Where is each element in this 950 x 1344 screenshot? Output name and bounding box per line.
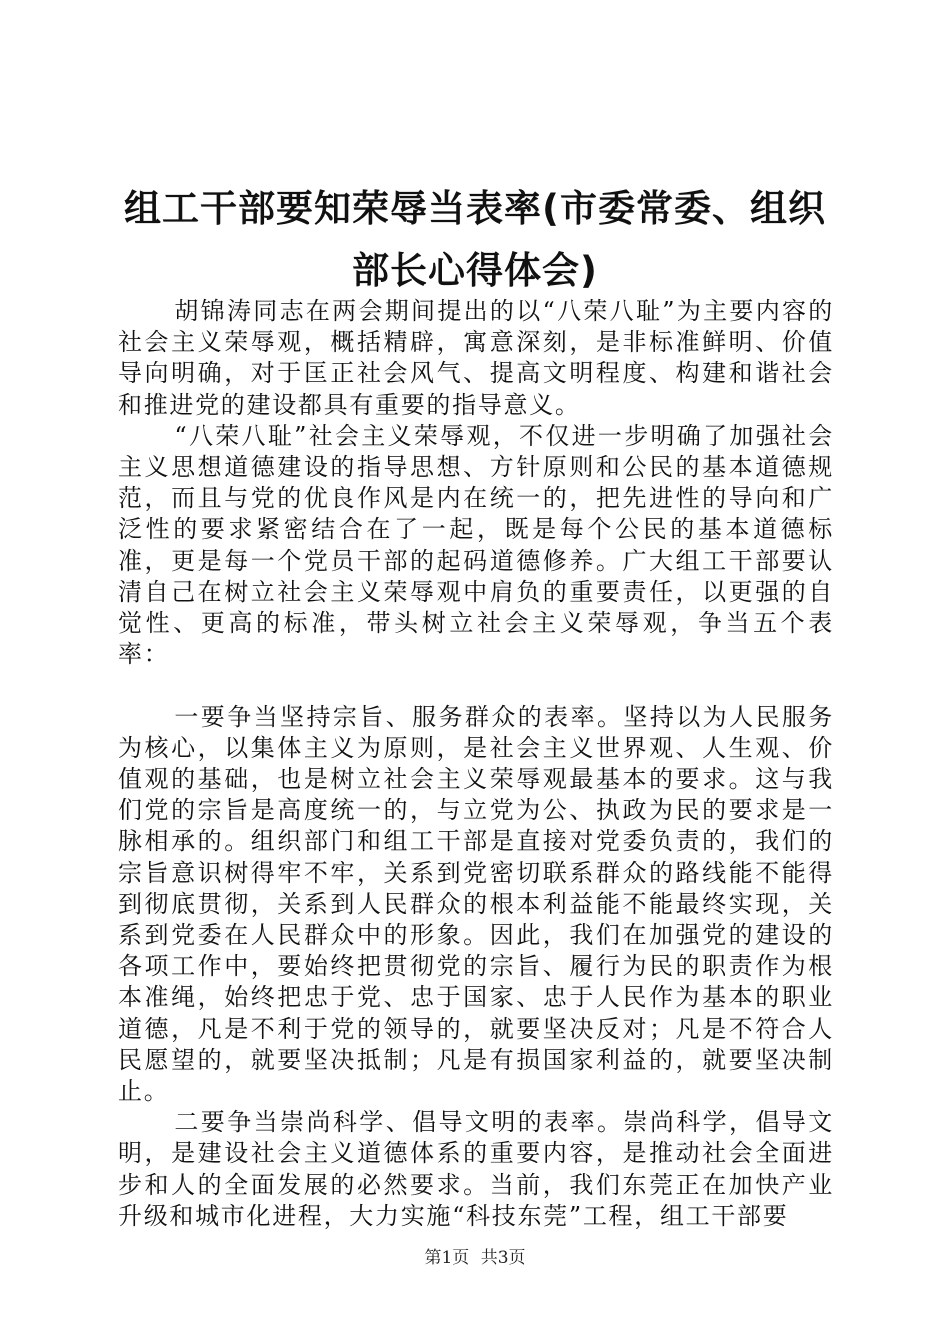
page-footer — [0, 1243, 950, 1268]
paragraph-point-two: 二要争当崇尚科学、倡导文明的表率。崇尚科学，倡导文明，是建设社会主义道德体系的重要内容，是推动社会全面进步和人的全面发展的必然要求。当前，我们东莞正在加快产业升级和城市化进程，大力实施“科技东莞”工程，组工干部要 — [118, 1108, 834, 1230]
paragraph-point-one: 一要争当坚持宗旨、服务群众的表率。坚持以为人民服务为核心，以集体主义为原则，是社会主义世界观、人生观、价值观的基础，也是树立社会主义荣辱观最基本的要求。这与我们党的宗旨是高度统一的，与立党为公、执政为民的要求是一脉相承的。组织部门和组工干部是直接对党委负责的，我们的宗旨意识树得牢不牢，关系到党密切联系群众的路线能不能得到彻底贯彻，关系到人民群众的根本利益能不能最终实现，关系到党委在人民群众中的形象。因此，我们在加强党的建设的各项工作中，要始终把贯彻党的宗旨、履行为民的职责作为根本准绳，始终把忠于党、忠于国家、忠于人民作为基本的职业道德，凡是不利于党的领导的，就要坚决反对；凡是不符合人民愿望的，就要坚决抵制；凡是有损国家利益的，就要坚决制止。 — [118, 702, 834, 1106]
document-body — [118, 296, 834, 1232]
paragraph-intro: 胡锦涛同志在两会期间提出的以“八荣八耻”为主要内容的社会主义荣辱观，概括精辟，寓意深刻，是非标准鲜明、价值导向明确，对于匡正社会风气、提高文明程度、构建和谐社会和推进党的建设都具有重要的指导意义。 — [118, 297, 834, 419]
paragraph-eight-honors: “八荣八耻”社会主义荣辱观，不仅进一步明确了加强社会主义思想道德建设的指导思想、方针原则和公民的基本道德规范，而且与党的优良作风是内在统一的，把先进性的导向和广泛性的要求紧密结合在了一起，既是每个公民的基本道德标准，更是每一个党员干部的起码道德修养。广大组工干部要认清自己在树立社会主义荣辱观中肩负的重要责任，以更强的自觉性、更高的标准，带头树立社会主义荣辱观，争当五个表率： — [118, 421, 834, 669]
page-number: 第1页 — [424, 1248, 470, 1268]
document-title: 组工干部要知荣辱当表率(市委常委、组织部长心得体会) — [124, 187, 826, 292]
page-total: 共3页 — [480, 1248, 526, 1268]
